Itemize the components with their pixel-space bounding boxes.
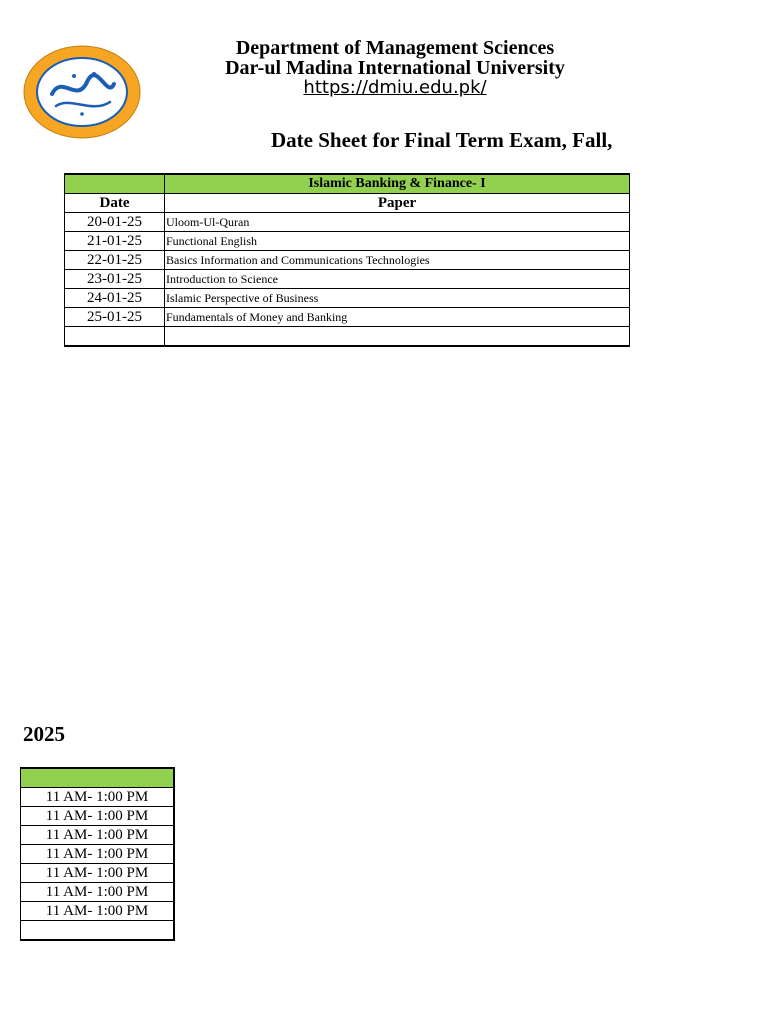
empty-cell [165,327,630,347]
university-logo [22,44,142,140]
empty-cell [65,327,165,347]
program-row [65,174,630,194]
date-sheet-table [64,173,630,347]
header [150,38,640,98]
exam-date: 25-01-25 [65,308,165,327]
university-name: Dar-ul Madina International University [225,57,565,79]
table-row [65,251,630,270]
exam-time: 11 AM- 1:00 PM [21,883,175,902]
date-sheet-title: Date Sheet for Final Term Exam, Fall, [271,128,613,152]
exam-time: 11 AM- 1:00 PM [21,826,175,845]
exam-date: 23-01-25 [65,270,165,289]
exam-date: 21-01-25 [65,232,165,251]
empty-cell [21,921,175,941]
table-row [65,270,630,289]
exam-time: 11 AM- 1:00 PM [21,807,175,826]
program-row-blank-cell [65,174,165,194]
exam-date: 20-01-25 [65,213,165,232]
exam-date: 22-01-25 [65,251,165,270]
exam-date: 24-01-25 [65,289,165,308]
column-header-row [65,194,630,213]
table-row [65,289,630,308]
timings-header-cell [21,768,175,788]
exam-paper: Uloom-Ul-Quran [165,213,630,232]
program-name: Islamic Banking & Finance- I [165,174,630,194]
university-url-link[interactable]: https://dmiu.edu.pk/ [303,77,487,98]
table-row [21,788,175,807]
exam-paper: Fundamentals of Money and Banking [165,308,630,327]
timings-table [20,767,175,941]
table-row [65,232,630,251]
paper-column-header: Paper [165,194,630,213]
table-row [21,807,175,826]
exam-paper: Introduction to Science [165,270,630,289]
exam-paper: Functional English [165,232,630,251]
empty-row [21,921,175,941]
exam-year: 2025 [23,722,65,746]
exam-paper: Basics Information and Communications Technologies [165,251,630,270]
table-row [21,864,175,883]
table-row [21,845,175,864]
exam-time: 11 AM- 1:00 PM [21,788,175,807]
table-row [65,213,630,232]
timings-header-row [21,768,175,788]
table-row [21,902,175,921]
date-column-header: Date [65,194,165,213]
exam-time: 11 AM- 1:00 PM [21,845,175,864]
empty-row [65,327,630,347]
exam-paper: Islamic Perspective of Business [165,289,630,308]
table-row [21,883,175,902]
table-row [65,308,630,327]
exam-time: 11 AM- 1:00 PM [21,902,175,921]
exam-time: 11 AM- 1:00 PM [21,864,175,883]
department-name: Department of Management Sciences [235,37,555,59]
table-row [21,826,175,845]
